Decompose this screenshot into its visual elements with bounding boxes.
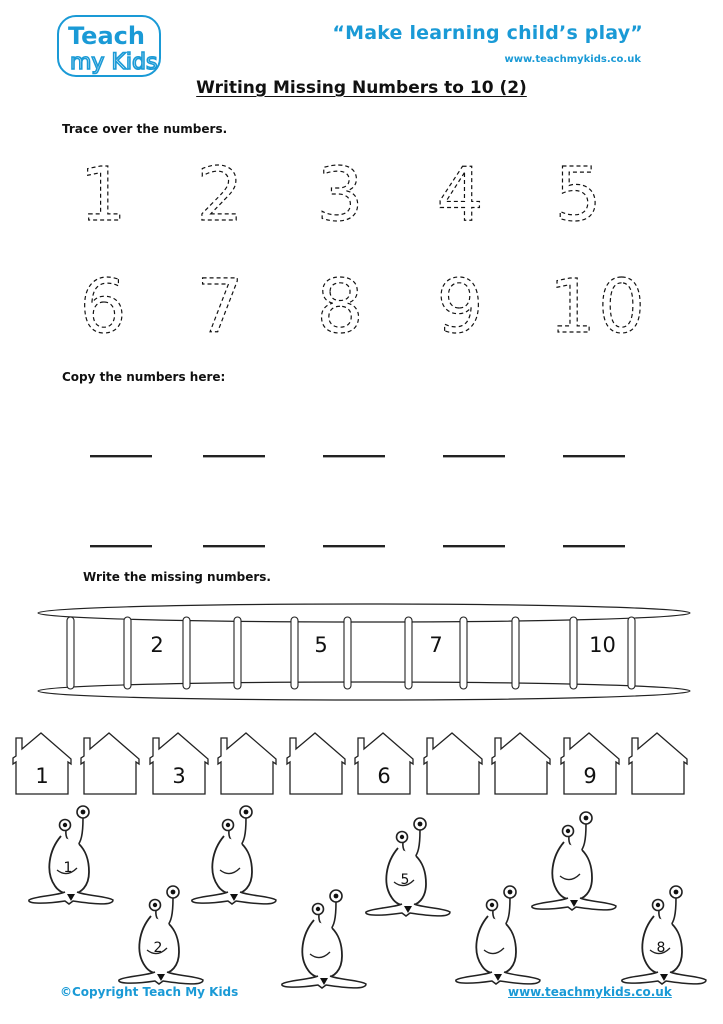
trace-digit	[300, 158, 380, 228]
alien	[25, 800, 117, 910]
footer-website-link[interactable]: www.teachmykids.co.uk	[508, 985, 672, 999]
svg-text:2	[196, 158, 243, 228]
house[interactable]	[489, 732, 553, 802]
house	[352, 732, 416, 802]
copy-writing-line[interactable]	[443, 455, 505, 458]
house-icon	[626, 732, 690, 802]
trace-digit	[300, 270, 380, 340]
house[interactable]	[215, 732, 279, 802]
trace-digit	[180, 158, 260, 228]
svg-text:6	[79, 270, 126, 340]
trace-digit	[63, 158, 143, 228]
alien-icon	[528, 806, 620, 916]
copy-writing-line[interactable]	[90, 545, 152, 548]
house-number: 9	[583, 764, 597, 788]
teach-my-kids-logo	[56, 14, 162, 78]
house[interactable]	[421, 732, 485, 802]
alien	[362, 812, 454, 922]
svg-text:1	[79, 158, 126, 228]
house-icon	[215, 732, 279, 802]
house	[10, 732, 74, 802]
house-number: 6	[377, 764, 391, 788]
house-icon	[78, 732, 142, 802]
alien-icon	[362, 812, 454, 922]
house-number: 1	[35, 764, 49, 788]
alien-number: 1	[63, 860, 73, 876]
house[interactable]	[626, 732, 690, 802]
copy-writing-line[interactable]	[563, 545, 625, 548]
svg-text:4	[436, 158, 483, 228]
tagline: “Make learning child’s play”	[332, 22, 643, 44]
ladder-cell-number: 5	[314, 633, 328, 657]
ladder-cell-number: 2	[150, 633, 164, 657]
trace-digit	[420, 158, 500, 228]
svg-text:8	[316, 270, 363, 340]
copy-writing-line[interactable]	[203, 455, 265, 458]
house[interactable]	[284, 732, 348, 802]
house	[558, 732, 622, 802]
svg-text:5	[554, 158, 601, 228]
alien-number: 8	[656, 940, 666, 956]
alien	[618, 880, 710, 990]
number-ladder	[36, 600, 692, 704]
trace-digit	[420, 270, 500, 340]
copy-writing-line[interactable]	[203, 545, 265, 548]
trace-digit	[180, 270, 260, 340]
house-icon	[421, 732, 485, 802]
house	[147, 732, 211, 802]
house-number: 3	[172, 764, 186, 788]
ladder-cell-number: 7	[429, 633, 443, 657]
alien[interactable]	[278, 884, 370, 994]
svg-text:Teach: Teach	[68, 22, 145, 50]
house-icon	[489, 732, 553, 802]
alien-number: 5	[400, 872, 410, 888]
copy-writing-line[interactable]	[323, 545, 385, 548]
copy-writing-line[interactable]	[90, 455, 152, 458]
house-icon	[284, 732, 348, 802]
trace-digit	[538, 158, 618, 228]
alien-icon	[278, 884, 370, 994]
trace-digit	[63, 270, 143, 340]
svg-text:9	[436, 270, 483, 340]
svg-text:3	[316, 158, 363, 228]
ladder-cell-number: 10	[589, 633, 616, 657]
alien-icon	[25, 800, 117, 910]
copy-writing-line[interactable]	[563, 455, 625, 458]
page-title: Writing Missing Numbers to 10 (2)	[196, 78, 527, 98]
trace-digit	[548, 270, 648, 340]
alien-icon	[188, 800, 280, 910]
alien[interactable]	[188, 800, 280, 910]
header-website-link[interactable]: www.teachmykids.co.uk	[504, 54, 641, 65]
house[interactable]	[78, 732, 142, 802]
alien-icon	[618, 880, 710, 990]
svg-text:my Kids: my Kids	[70, 50, 158, 75]
alien-number: 2	[153, 940, 163, 956]
copy-writing-line[interactable]	[443, 545, 505, 548]
svg-text:7	[196, 270, 243, 340]
alien[interactable]	[528, 806, 620, 916]
copy-instruction: Copy the numbers here:	[62, 370, 226, 384]
copy-writing-line[interactable]	[323, 455, 385, 458]
copyright-text: ©Copyright Teach My Kids	[60, 985, 239, 999]
missing-numbers-instruction: Write the missing numbers.	[83, 570, 271, 584]
trace-instruction: Trace over the numbers.	[62, 122, 228, 136]
svg-text:10	[549, 270, 647, 340]
